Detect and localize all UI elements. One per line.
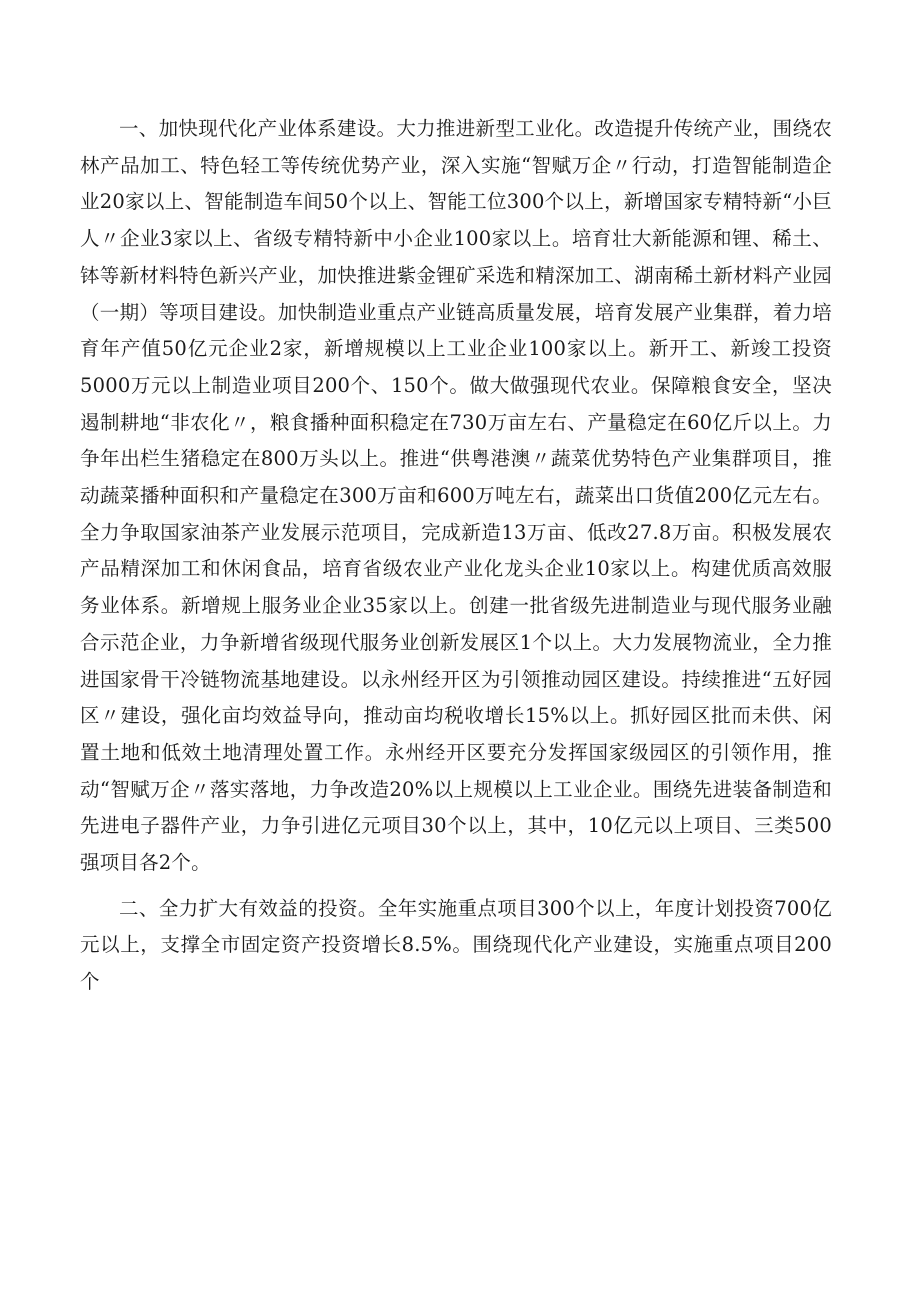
document-body [80,111,832,1001]
paragraph-industrial-system: 一、加快现代化产业体系建设。大力推进新型工业化。改造提升传统产业，围绕农林产品加工、特色轻工等传统优势产业，深入实施“智赋万企〃行动，打造智能制造企业20家以上、智能制造车间50个以上、智能工位300个以上，新增国家专精特新“小巨人〃企业3家以上、省级专精特新中小企业100家以上。培育壮大新能源和锂、稀土、钵等新材料特色新兴产业，加快推进紫金锂矿采选和精深加工、湖南稀土新材料产业园（一期）等项目建设。加快制造业重点产业链高质量发展，培育发展产业集群，着力培育年产值50亿元企业2家，新增规模以上工业企业100家以上。新开工、新竣工投资5000万元以上制造业项目200个、150个。做大做强现代农业。保障粮食安全，坚决遏制耕地“非农化〃，粮食播种面积稳定在730万亩左右、产量稳定在60亿斤以上。力争年出栏生猪稳定在800万头以上。推进“供粤港澳〃蔬菜优势特色产业集群项目，推动蔬菜播种面积和产量稳定在300万亩和600万吨左右，蔬菜出口货值200亿元左右。全力争取国家油茶产业发展示范项目，完成新造13万亩、低改27.8万亩。积极发展农产品精深加工和休闲食品，培育省级农业产业化龙头企业10家以上。构建优质高效服务业体系。新增规上服务业企业35家以上。创建一批省级先进制造业与现代服务业融合示范企业，力争新增省级现代服务业创新发展区1个以上。大力发展物流业，全力推进国家骨干冷链物流基地建设。以永州经开区为引领推动园区建设。持续推进“五好园区〃建设，强化亩均效益导向，推动亩均税收增长15%以上。抓好园区批而未供、闲置土地和低效土地清理处置工作。永州经开区要充分发挥国家级园区的引领作用，推动“智赋万企〃落实落地，力争改造20%以上规模以上工业企业。围绕先进装备制造和先进电子器件产业，力争引进亿元项目30个以上，其中，10亿元以上项目、三类500强项目各2个。 [80,117,832,875]
paragraph-effective-investment: 二、全力扩大有效益的投资。全年实施重点项目300个以上，年度计划投资700亿元以上，支撑全市固定资产投资增长8.5%。围绕现代化产业建设，实施重点项目200个 [80,896,832,994]
